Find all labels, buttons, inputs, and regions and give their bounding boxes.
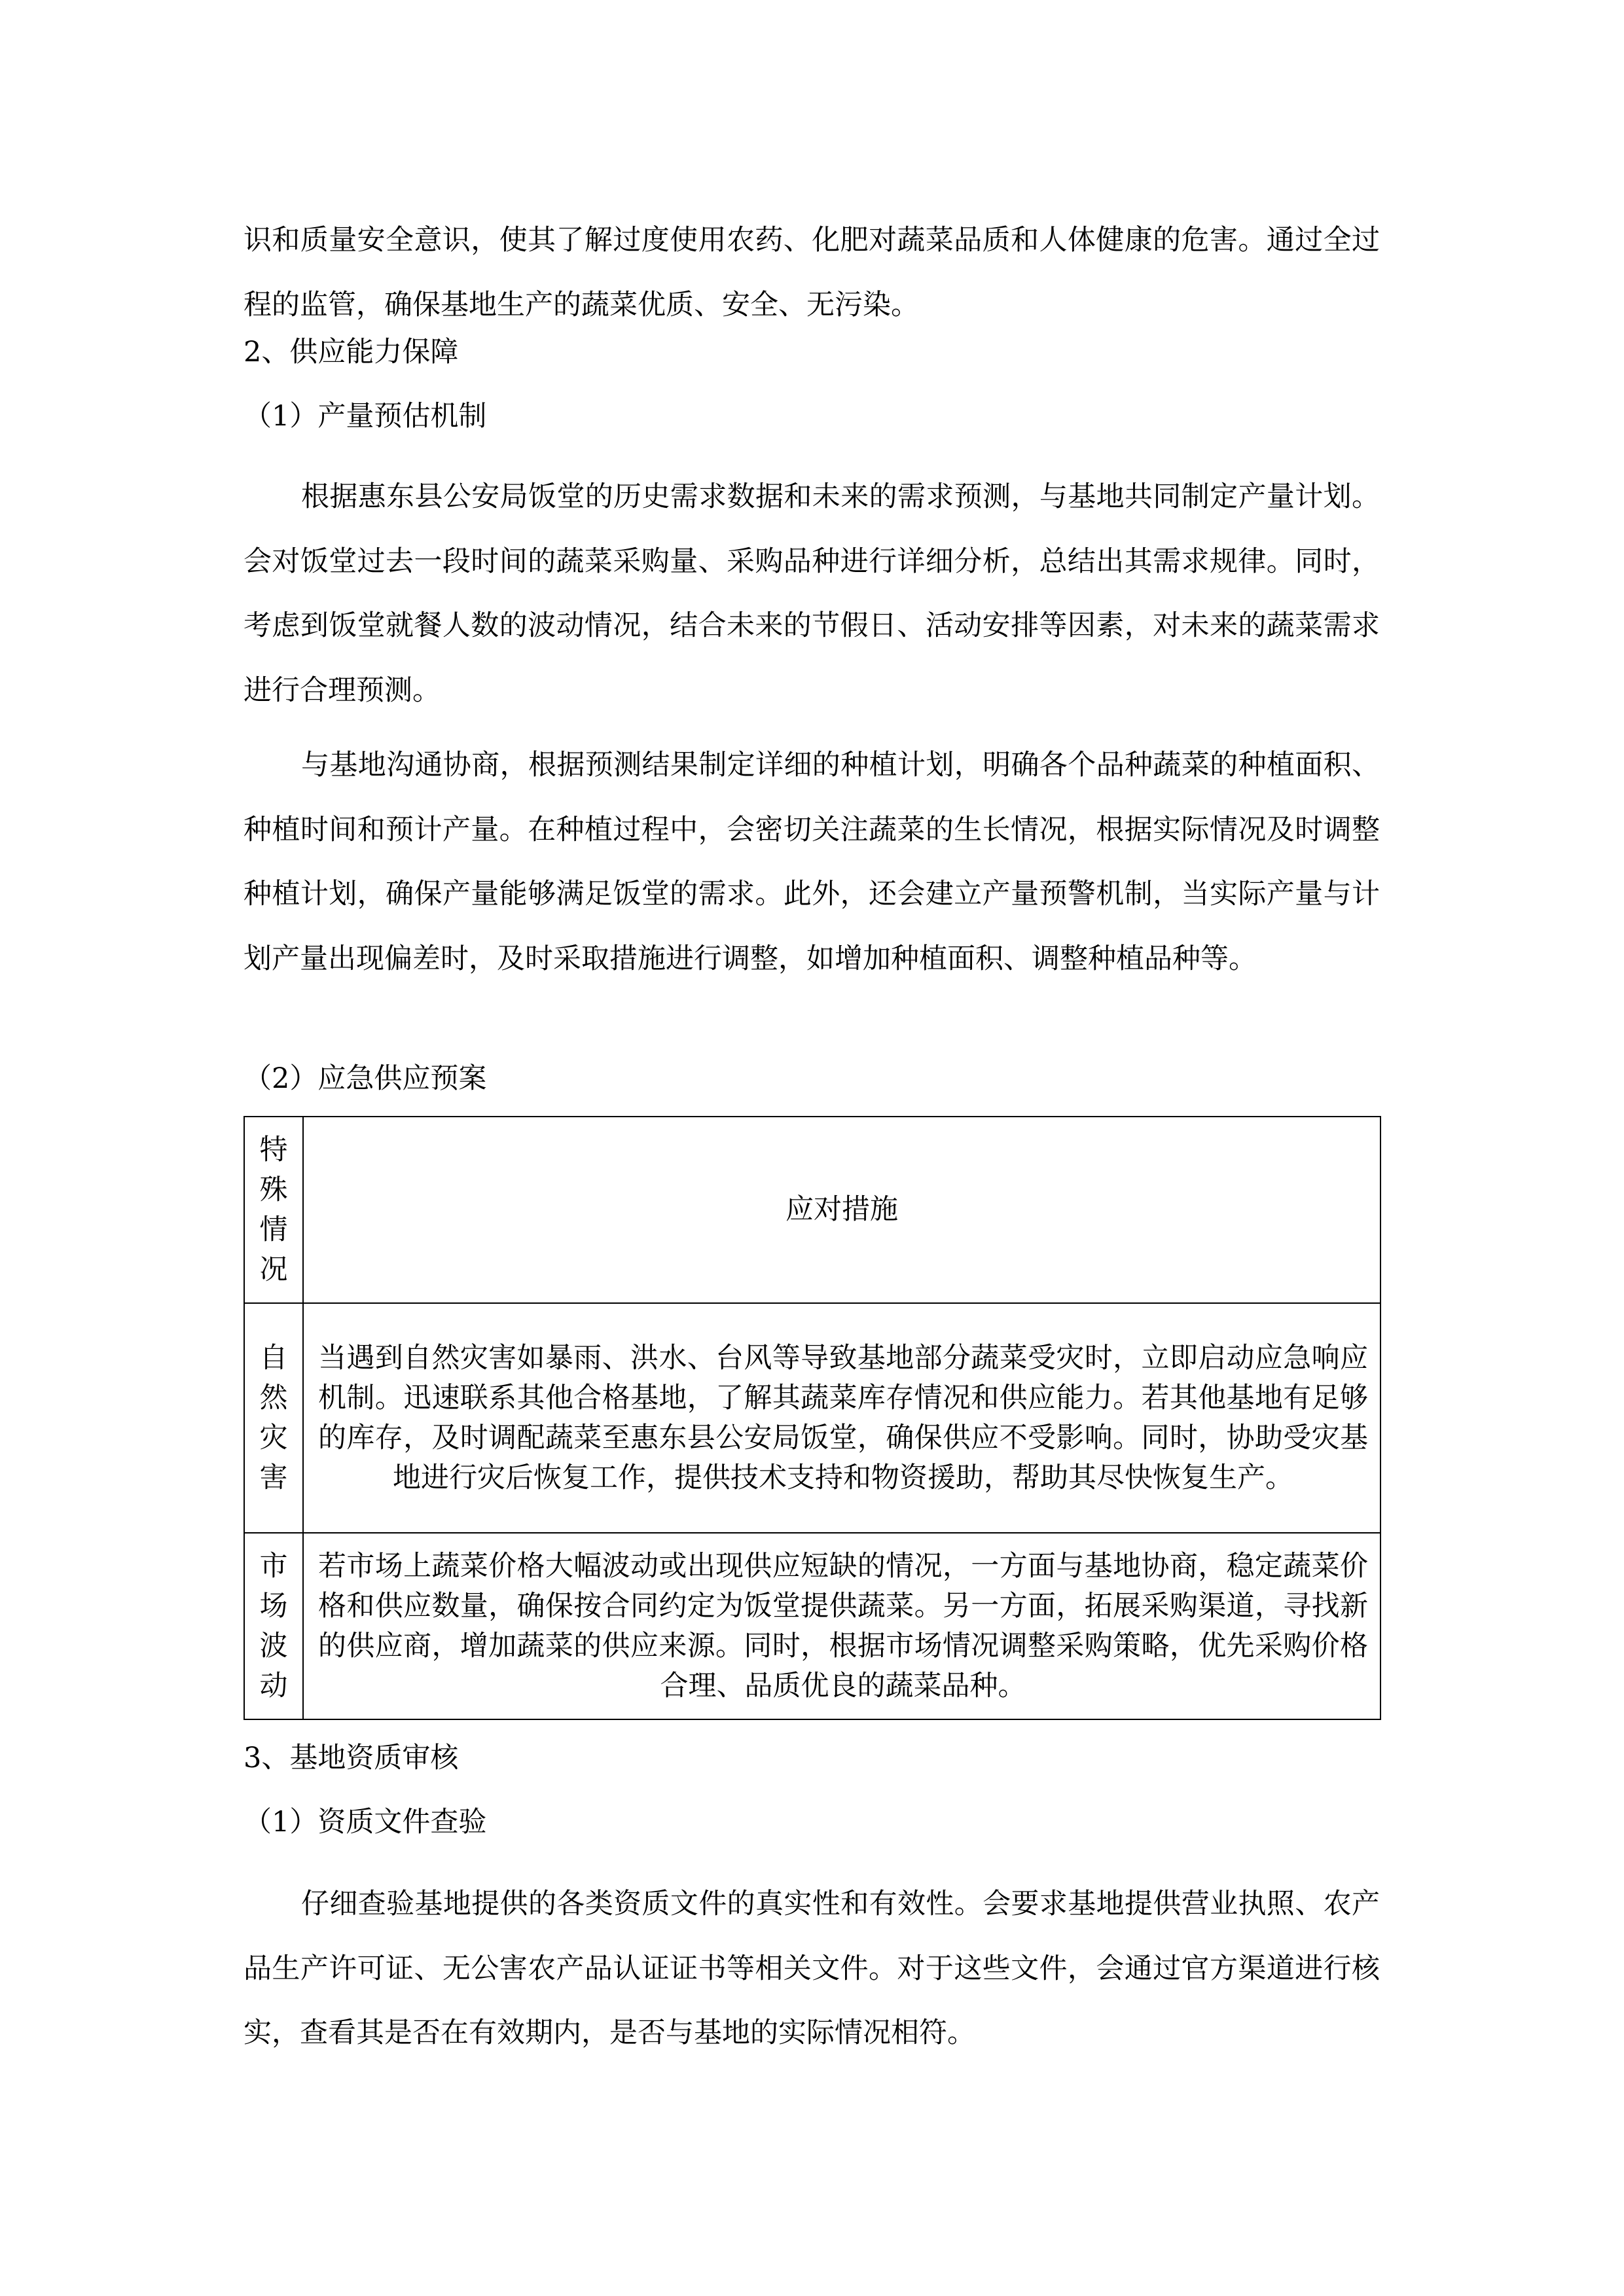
situation-label: 自然灾害 xyxy=(259,1341,288,1494)
emergency-supply-table xyxy=(244,1116,1381,1720)
subsection-3-1-heading: （1）资质文件查验 xyxy=(244,1806,487,1839)
section-3-heading: 3、基地资质审核 xyxy=(244,1742,459,1774)
header-cell-situation xyxy=(244,1117,303,1303)
paragraph-yield-forecast-2: 与基地沟通协商，根据预测结果制定详细的种植计划，明确各个品种蔬菜的种植面积、种植时间和预计产量。在种植过程中，会密切关注蔬菜的生长情况，根据实际情况及时调整种植计划，确保产量能够满足饭堂的需求。此外，还会建立产量预警机制，当实际产量与计划产量出现偏差时，及时采取措施进行调整，如增加种植面积、调整种植品种等。 xyxy=(244,749,1380,975)
paragraph-qualification-check: 仔细查验基地提供的各类资质文件的真实性和有效性。会要求基地提供营业执照、农产品生产许可证、无公害农产品认证证书等相关文件。对于这些文件，会通过官方渠道进行核实，查看其是否在有效期内，是否与基地的实际情况相符。 xyxy=(244,1888,1380,2049)
paragraph-yield-forecast-1: 根据惠东县公安局饭堂的历史需求数据和未来的需求预测，与基地共同制定产量计划。会对饭堂过去一段时间的蔬菜采购量、采购品种进行详细分析，总结出其需求规律。同时，考虑到饭堂就餐人数的波动情况，结合未来的节假日、活动安排等因素，对未来的蔬菜需求进行合理预测。 xyxy=(244,480,1380,707)
header-measures-label: 应对措施 xyxy=(785,1193,898,1226)
table-header-row xyxy=(244,1117,1380,1303)
cell-situation-natural-disaster xyxy=(244,1303,303,1533)
cell-situation-market-fluctuation xyxy=(244,1533,303,1719)
section-2-heading: 2、供应能力保障 xyxy=(244,336,459,368)
header-cell-measures xyxy=(303,1117,1380,1303)
intro-paragraph-continuation: 识和质量安全意识，使其了解过度使用农药、化肥对蔬菜品质和人体健康的危害。通过全过程的监管，确保基地生产的蔬菜优质、安全、无污染。 xyxy=(244,224,1380,321)
cell-measures-natural-disaster xyxy=(303,1303,1380,1533)
measures-text: 当遇到自然灾害如暴雨、洪水、台风等导致基地部分蔬菜受灾时，立即启动应急响应机制。迅速联系其他合格基地，了解其蔬菜库存情况和供应能力。若其他基地有足够的库存，及时调配蔬菜至惠东县公安局饭堂，确保供应不受影响。同时，协助受灾基地进行灾后恢复工作，提供技术支持和物资援助，帮助其尽快恢复生产。 xyxy=(318,1341,1368,1494)
subsection-2-1-heading: （1）产量预估机制 xyxy=(244,400,487,433)
table-row xyxy=(244,1303,1380,1533)
measures-text: 若市场上蔬菜价格大幅波动或出现供应短缺的情况，一方面与基地协商，稳定蔬菜价格和供应数量，确保按合同约定为饭堂提供蔬菜。另一方面，拓展采购渠道，寻找新的供应商，增加蔬菜的供应来源。同时，根据市场情况调整采购策略，优先采购价格合理、品质优良的蔬菜品种。 xyxy=(318,1549,1368,1702)
situation-label: 市场波动 xyxy=(259,1549,288,1702)
cell-measures-market-fluctuation xyxy=(303,1533,1380,1719)
table-row xyxy=(244,1533,1380,1719)
header-situation-label: 特殊情况 xyxy=(259,1133,288,1286)
subsection-2-2-heading: （2）应急供应预案 xyxy=(244,1062,487,1095)
